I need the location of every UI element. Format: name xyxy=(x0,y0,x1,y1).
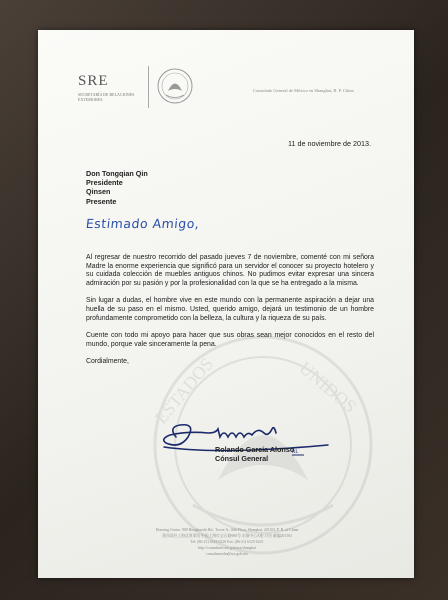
paragraph-2: Sin lugar a dudas, el hombre vive en este mundo con la permanente aspiración a dejar una huella de su paso en el mismo. Usted, querido amigo, dejará un testimonio de un hombre profundamente comprometido con la belleza, la cultura y la riqueza de su país. xyxy=(86,297,374,322)
letterhead-divider xyxy=(148,66,149,108)
paragraph-3: Cuente con todo mi apoyo para hacer que sus obras sean mejor conocidos en el resto del mundo, porque vale sinceramente la pena. xyxy=(86,332,374,348)
paragraph-1: Al regresar de nuestro recorrido del pasado jueves 7 de noviembre, comenté con mi señora Madre la enorme experiencia que significó para un servidor el conocer su proyecto hotelero y su cuidada colección de muebles antiguos chinos. No pudimos evitar expresar una sincera admiración por su pasión y por la profesionalidad con la que se ha entregado a la misma. xyxy=(86,254,374,287)
footer-address: Donxing Centre, 900 Hongbaoshi Rd., Tower A, 16th Floor, Shanghai, 201103, P. R. of China xyxy=(155,528,299,532)
signatory-title: Cónsul General xyxy=(215,454,269,463)
signatory-name: Rolando García Alonso xyxy=(215,445,295,454)
footer-phone: Tel: (86-21) 6125-0220 Fax: (86-21) 6125-0221 xyxy=(190,540,264,544)
addressee-company: Qinsen xyxy=(86,187,111,197)
sre-logo: SRE xyxy=(78,73,109,89)
svg-text:UNIDOS: UNIDOS xyxy=(295,357,361,417)
closing: Cordialmente, xyxy=(86,358,129,366)
footer-address-chinese: 墨西哥驻上海总领事馆 中国上海红宝石路900号 东银中心A座 17层 邮编201103 xyxy=(162,534,292,538)
letter-date: 11 de noviembre de 2013. xyxy=(288,139,371,148)
addressee-block xyxy=(86,169,148,206)
addressee-presente: Presente xyxy=(86,196,117,206)
salutation: Estimado Amigo, xyxy=(85,216,201,231)
letter-body xyxy=(86,254,374,376)
addressee-name: Don Tongqian Qin xyxy=(86,169,148,178)
mexico-seal-icon xyxy=(155,66,195,106)
ministry-name: SECRETARÍA DE RELACIONES EXTERIORES xyxy=(78,92,135,102)
consulate-name: Consulado General de México en Shanghai, R. P. China xyxy=(253,88,354,93)
svg-text:ESTADOS: ESTADOS xyxy=(150,353,218,428)
signatory-block xyxy=(215,445,294,463)
footer-website: http://consulmex.sre.gob.mx/shanghai xyxy=(198,546,256,550)
svg-text:RL: RL xyxy=(292,450,299,455)
letterhead-footer xyxy=(98,527,356,557)
footer-email: consulmexsha@sre.gob.mx xyxy=(206,552,248,556)
letter-page xyxy=(38,30,414,578)
addressee-title: Presidente xyxy=(86,178,123,188)
